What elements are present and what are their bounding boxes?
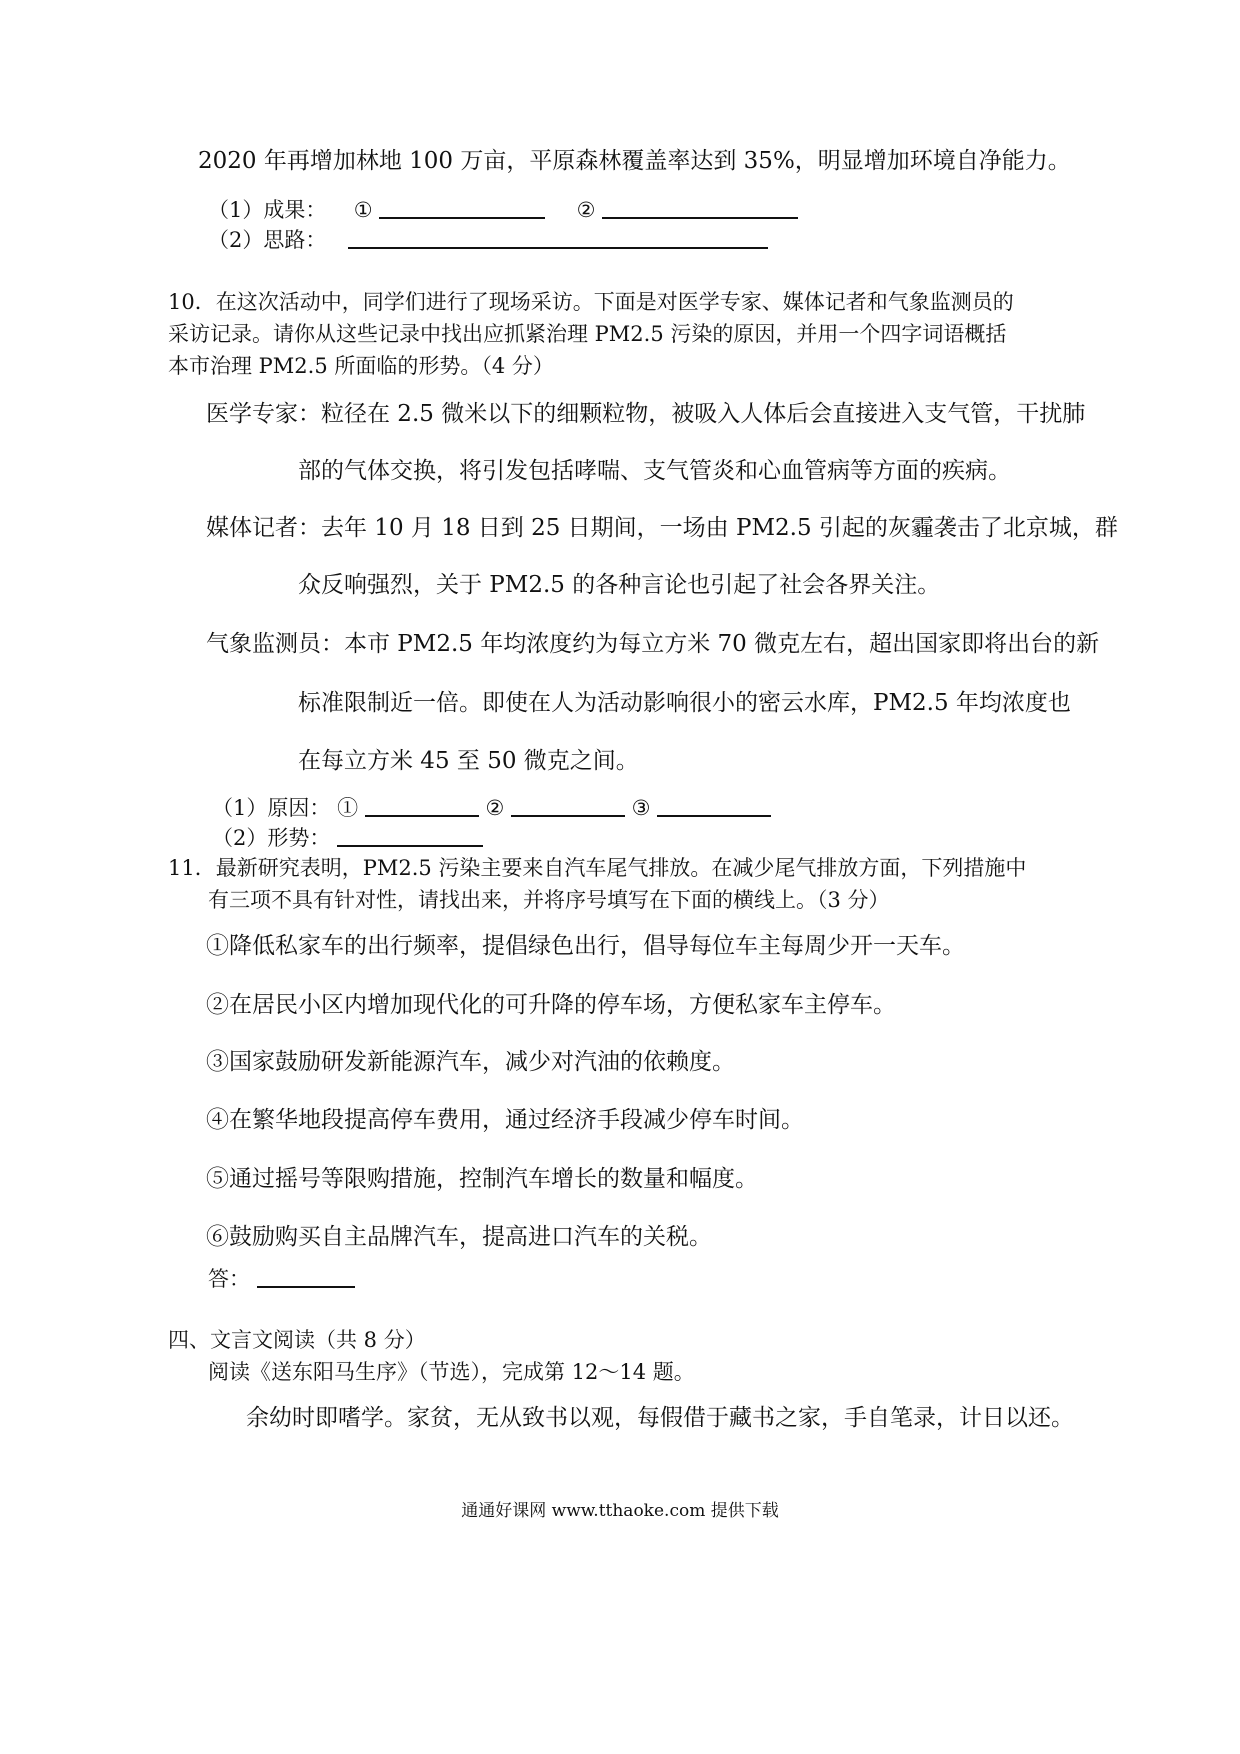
q10-stem-line-2: 采访记录。请你从这些记录中找出应抓紧治理 PM2.5 污染的原因，并用一个四字词语概括 (168, 322, 1007, 346)
section-4-instruction: 阅读《送东阳马生序》（节选），完成第 12～14 题。 (208, 1360, 695, 1384)
q10-reason-label: （1）原因： (212, 796, 331, 820)
q10-reason-blank-2[interactable] (511, 795, 625, 817)
q10-stem-line-1: 10．在这次活动中，同学们进行了现场采访。下面是对医学专家、媒体记者和气象监测员的 (168, 290, 1014, 314)
q11-option-3: ③国家鼓励研发新能源汽车，减少对汽油的依赖度。 (206, 1049, 735, 1075)
reporter-record-line-1: 媒体记者：去年 10 月 18 日到 25 日期间，一场由 PM2.5 引起的灰霾袭击了北京城，群 (206, 515, 1118, 541)
q11-option-6: ⑥鼓励购买自主品牌汽车，提高进口汽车的关税。 (206, 1224, 712, 1250)
q10-trend-row (212, 825, 483, 849)
expert-record-line-1: 医学专家：粒径在 2.5 微米以下的细颗粒物，被吸入人体后会直接进入支气管，干扰肺 (206, 401, 1086, 427)
expert-record-line-2: 部的气体交换，将引发包括哮喘、支气管炎和心血管病等方面的疾病。 (298, 458, 1011, 484)
q10-circle-2: ② (485, 796, 505, 820)
q10-trend-label: （2）形势： (212, 826, 331, 850)
q11-answer-row (208, 1266, 355, 1290)
q9-idea-row (208, 227, 768, 251)
q9-result-label: （1）成果： (208, 198, 327, 222)
q9-circle-1: ① (353, 198, 373, 222)
passage-line-1: 余幼时即嗜学。家贫，无从致书以观，每假借于藏书之家，手自笔录，计日以还。 (246, 1405, 1074, 1431)
q10-circle-3: ③ (631, 796, 651, 820)
monitor-record-line-2: 标准限制近一倍。即使在人为活动影响很小的密云水库，PM2.5 年均浓度也 (298, 690, 1071, 716)
q10-trend-blank[interactable] (337, 825, 483, 847)
reporter-record-line-2: 众反响强烈，关于 PM2.5 的各种言论也引起了社会各界关注。 (298, 572, 941, 598)
intro-line: 2020 年再增加林地 100 万亩，平原森林覆盖率达到 35%，明显增加环境自净能力。 (198, 148, 1071, 174)
q11-answer-blank[interactable] (257, 1266, 355, 1288)
q11-option-4: ④在繁华地段提高停车费用，通过经济手段减少停车时间。 (206, 1107, 804, 1133)
q10-reason-blank-3[interactable] (657, 795, 771, 817)
page-footer: 通通好课网 www.tthaoke.com 提供下载 (461, 1501, 779, 1521)
q11-option-5: ⑤通过摇号等限购措施，控制汽车增长的数量和幅度。 (206, 1166, 758, 1192)
monitor-record-line-1: 气象监测员：本市 PM2.5 年均浓度约为每立方米 70 微克左右，超出国家即将出台的新 (206, 631, 1100, 657)
q10-reason-row (212, 795, 771, 819)
q9-result-blank-1[interactable] (379, 197, 545, 219)
q9-circle-2: ② (576, 198, 596, 222)
q11-option-1: ①降低私家车的出行频率，提倡绿色出行，倡导每位车主每周少开一天车。 (206, 933, 965, 959)
monitor-record-line-3: 在每立方米 45 至 50 微克之间。 (298, 748, 639, 774)
q10-reason-blank-1[interactable] (365, 795, 479, 817)
q9-idea-blank[interactable] (348, 227, 768, 249)
q11-answer-label: 答： (208, 1267, 250, 1291)
q10-circle-1: ① (337, 796, 359, 820)
section-4-heading: 四、文言文阅读（共 8 分） (168, 1328, 426, 1352)
q10-stem-line-3: 本市治理 PM2.5 所面临的形势。（4 分） (168, 354, 554, 378)
q11-stem-line-2: 有三项不具有针对性，请找出来，并将序号填写在下面的横线上。（3 分） (208, 888, 890, 912)
q11-stem-line-1: 11．最新研究表明，PM2.5 污染主要来自汽车尾气排放。在减少尾气排放方面，下列措施中 (168, 856, 1027, 880)
q9-result-blank-2[interactable] (602, 197, 798, 219)
q9-idea-label: （2）思路： (208, 228, 327, 252)
q9-result-row (208, 197, 798, 221)
q11-option-2: ②在居民小区内增加现代化的可升降的停车场，方便私家车主停车。 (206, 992, 896, 1018)
